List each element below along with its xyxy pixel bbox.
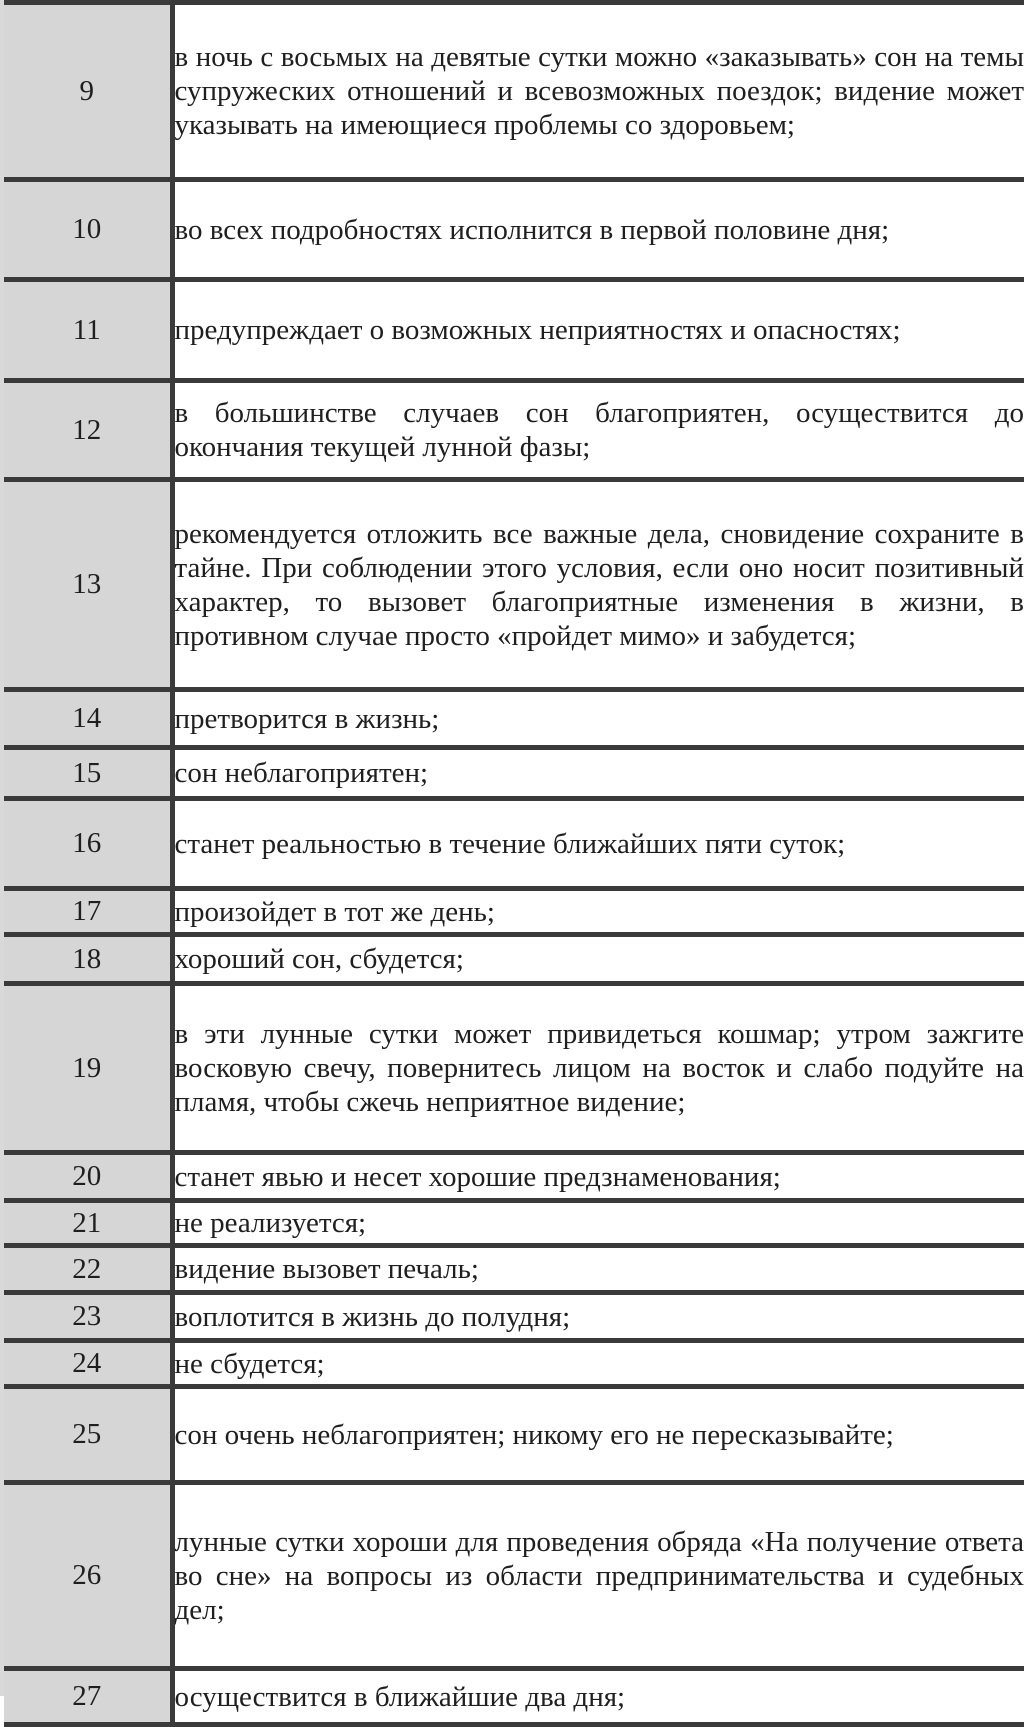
table-row (4, 1246, 1024, 1293)
dream-meaning-text: в ночь с восьмых на девятые сутки можно «заказывать» сон на темы супружеских отношений и всевозможных поездок; видение может указывать на имеющиеся проблемы со здоровьем; (172, 3, 1024, 180)
lunar-day-number: 26 (4, 1483, 172, 1669)
dream-meaning-text: воплотится в жизнь до полудня; (172, 1293, 1024, 1341)
lunar-day-number: 22 (4, 1246, 172, 1293)
lunar-day-number: 20 (4, 1153, 172, 1201)
dream-meaning-text: не сбудется; (172, 1341, 1024, 1387)
dream-meaning-text: хороший сон, сбудется; (172, 935, 1024, 984)
lunar-day-number: 15 (4, 748, 172, 799)
table-row (4, 3, 1024, 180)
lunar-day-number: 11 (4, 280, 172, 381)
lunar-day-number: 9 (4, 3, 172, 180)
lunar-day-number: 18 (4, 935, 172, 984)
dream-meaning-text: предупреждает о возможных неприятностях и опасностях; (172, 280, 1024, 381)
lunar-day-number: 17 (4, 889, 172, 935)
table-row (4, 935, 1024, 984)
lunar-day-number: 10 (4, 180, 172, 280)
table-row (4, 799, 1024, 889)
table-row (4, 1341, 1024, 1387)
table-row (4, 984, 1024, 1153)
table-row (4, 1483, 1024, 1669)
table-row (4, 280, 1024, 381)
table-row (4, 1153, 1024, 1201)
lunar-days-dream-table (4, 0, 1024, 1727)
table-row (4, 1387, 1024, 1483)
lunar-day-number: 23 (4, 1293, 172, 1341)
dream-meaning-text: станет явью и несет хорошие предзнаменования; (172, 1153, 1024, 1201)
dream-meaning-text: рекомендуется отложить все важные дела, сновидение сохраните в тайне. При соблюдении этого условия, если оно носит позитивный характер, то вызовет благоприятные изменения в жизни, в противном случае просто «пройдет мимо» и забудется; (172, 480, 1024, 690)
dream-meaning-text: в эти лунные сутки может привидеться кошмар; утром зажгите восковую свечу, повернитесь лицом на восток и слабо подуйте на пламя, чтобы сжечь неприятное видение; (172, 984, 1024, 1153)
dream-meaning-text: произойдет в тот же день; (172, 889, 1024, 935)
table-row (4, 1669, 1024, 1725)
dream-meaning-text: станет реальностью в течение ближайших пяти суток; (172, 799, 1024, 889)
lunar-day-number: 25 (4, 1387, 172, 1483)
lunar-day-number: 19 (4, 984, 172, 1153)
dream-meaning-text: не реализуется; (172, 1201, 1024, 1246)
table-row (4, 480, 1024, 690)
table-row (4, 748, 1024, 799)
lunar-day-number: 12 (4, 381, 172, 480)
dream-meaning-text: претворится в жизнь; (172, 690, 1024, 748)
dream-meaning-text: лунные сутки хороши для проведения обряда «На получение ответа во сне» на вопросы из области предпринимательства и судебных дел; (172, 1483, 1024, 1669)
dream-meaning-text: в большинстве случаев сон благоприятен, осуществится до окончания текущей лунной фазы; (172, 381, 1024, 480)
lunar-day-number: 24 (4, 1341, 172, 1387)
dream-meaning-text: видение вызовет печаль; (172, 1246, 1024, 1293)
dream-meaning-text: осуществится в ближайшие два дня; (172, 1669, 1024, 1725)
dream-meaning-text: сон неблагоприятен; (172, 748, 1024, 799)
table-row (4, 1293, 1024, 1341)
table-row (4, 381, 1024, 480)
table-row (4, 1201, 1024, 1246)
dream-meaning-text: сон очень неблагоприятен; никому его не пересказывайте; (172, 1387, 1024, 1483)
table-row (4, 180, 1024, 280)
table-row (4, 690, 1024, 748)
table-row (4, 889, 1024, 935)
lunar-day-number: 21 (4, 1201, 172, 1246)
lunar-day-number: 13 (4, 480, 172, 690)
dream-meaning-text: во всех подробностях исполнится в первой половине дня; (172, 180, 1024, 280)
lunar-day-number: 27 (4, 1669, 172, 1725)
lunar-day-number: 14 (4, 690, 172, 748)
lunar-day-number: 16 (4, 799, 172, 889)
